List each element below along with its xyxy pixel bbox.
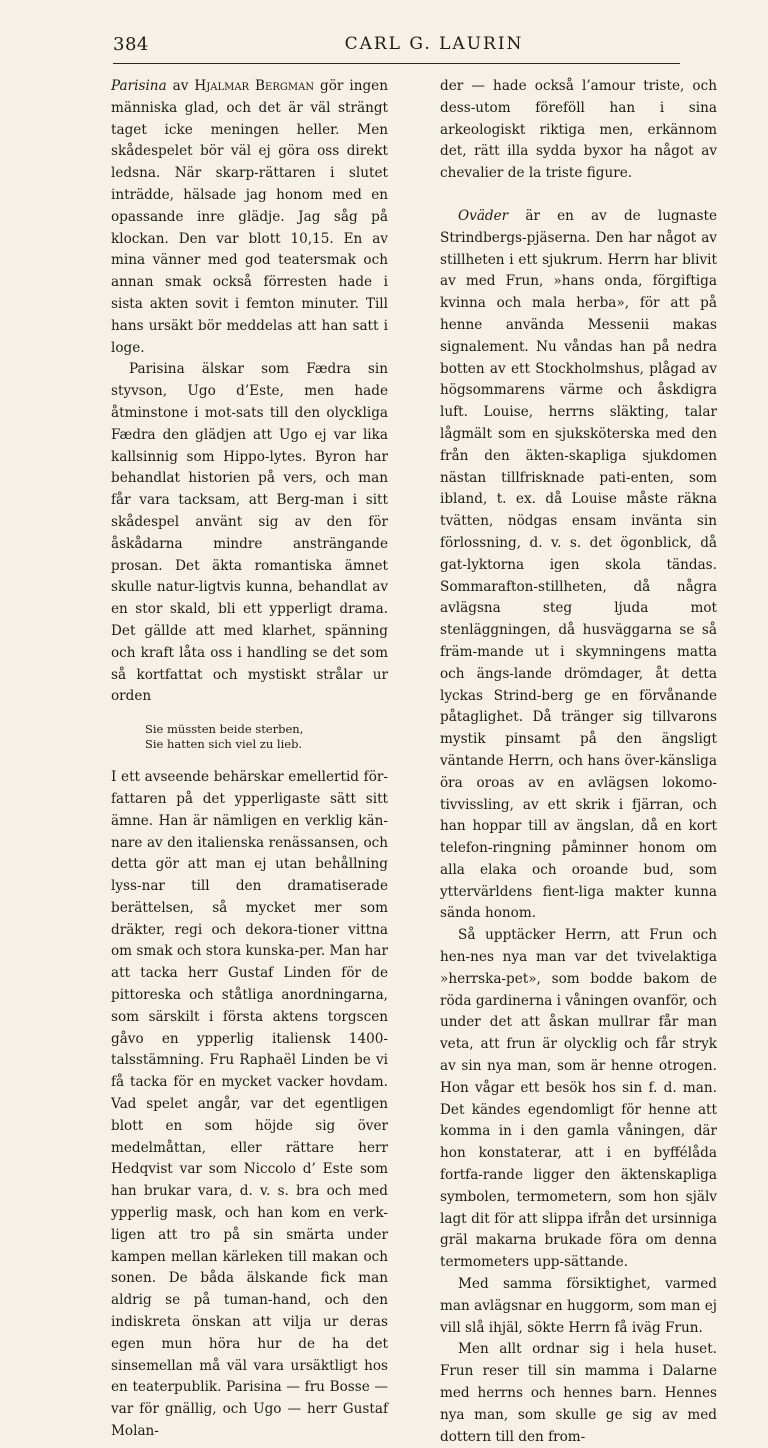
play-title-ovader: Oväder (458, 207, 509, 224)
paragraph-ovader-intro (440, 206, 717, 925)
left-column (111, 76, 388, 1443)
author-name: Hjalmar Bergman (194, 78, 315, 94)
paragraph-parisina-staging: I ett avseende behärskar emellertid för-fattaren på det ypperligaste sätt sitt ämne. Han är nämligen en verklig kän-nare av den italienska renässansen, och detta gör att man ej utan behållning lyss-nar till den dramatiserade berättelsen, så mycket mer som dräkter, regi och dekora-tioner vittna om smak och stora kunska-per. Man har att tacka herr Gustaf Linden för de pittoreska och ståtliga anordningarna, som särskilt i första aktens torgscen gåvo en ypperlig italiensk 1400-talsstämning. Fru Raphaël Linden be vi få tacka för en mycket vacker hovdam. Vad spelet angår, var det egentligen blott en som höjde sig över medelmåttan, eller rättare herr Hedqvist var som Niccolo d’ Este som han brukar vara, d. v. s. bra och med ypperlig mask, och han kom en verk-ligen att tro på sin smärta under kampen mellan kärleken till makan och sonen. De båda älskande fick man aldrig se på tuman-hand, och den indiskreta önskan att vilja ur deras egen mun höra hur de ha det sinsemellan må väl vara ursäktligt hos en teaterpublik. Parisina — fru Bosse — var för gnällig, och Ugo — herr Gustaf Molan- (111, 769, 388, 1440)
verse-quote (145, 722, 388, 752)
running-head: CARL G. LAURIN (344, 34, 524, 54)
quote-line: Sie hatten sich viel zu lieb. (145, 737, 303, 752)
paragraph-parisina-intro (111, 76, 388, 359)
page-number: 384 (113, 34, 149, 55)
play-title-parisina: Parisina (111, 78, 167, 94)
paragraph-parisina-end: der — hade också l’amour triste, och dess-utom föreföll han i sina arkeologiskt riktiga men, erkännom det, rätt illa sydda byxor ha något av chevalier de la triste figure. (440, 78, 717, 182)
paragraph-ovader-frun: Så upptäcker Herrn, att Frun och hen-nes nya man var det tvivelaktiga »herrska-pet», som bodde bakom de röda gardinerna i våningen ovanför, och under det att åskan mullrar får man veta, att frun är olycklig och får stryk av sin nya man, som är henne otrogen. Hon vågar ett besök hos sin f. d. man. Det kändes egendomligt för henne att komma in i den gamla våningen, där hon konstaterar, att i en byffélåda fortfa-rande ligger den äktenskapliga symbolen, termometern, som hon själv lagt dit för att slippa ifrån det ursinniga gräl makarna brukade föra om denna termometers upp-sättande. (440, 927, 717, 1271)
right-column (440, 76, 717, 1448)
header-rule (113, 63, 680, 64)
quote-line: Sie müssten beide sterben, (145, 722, 304, 737)
paragraph-ovader-resolution: Men allt ordnar sig i hela huset. Frun reser till sin mamma i Dalarne med herrns och hennes barn. Hennes nya man, som skulle ge sig av med dottern till den from- (440, 1341, 717, 1445)
paragraph-ovader-caution: Med samma försiktighet, varmed man avlägsnar en huggorm, som man ej vill slå ihjäl, sökte Herrn få iväg Frun. (440, 1276, 717, 1336)
paragraph-text: av (166, 78, 195, 94)
paragraph-parisina-plot: Parisina älskar som Fædra sin styvson, Ugo d’Este, men hade åtminstone i mot-sats till den olyckliga Fædra den glädjen att Ugo ej var lika kallsinnig som Hippo-lytes. Byron har behandlat historien på vers, och man får vara tacksam, att Berg-man i sitt skådespel använt sig av den för åskådarna mindre ansträngande prosan. Det äkta romantiska ämnet skulle natur-ligtvis kunna, behandlat av en stor skald, bli ett ypperligt drama. Det gällde att med klarhet, spänning och kraft låta oss i handling se det som så kortfattat och mystiskt strålar ur orden (111, 361, 388, 705)
paragraph-text: är en av de lugnaste Strindbergs-pjäserna. Den har något av stillheten i ett sjukrum. Herrn har blivit av med Frun, »hans onda, förgiftiga kvinna och mala herba», för att på henne använda Messenii makas signalement. Nu våndas han på nedra botten av ett Stockholmshus, plågad av högsommarens värme och åskdigra luft. Louise, herrns släkting, talar lågmält som en sjuksköterska med den från den äkten-skapliga sjukdomen nästan tillfrisknade pati-enten, som ibland, t. ex. då Louise måste räkna tvätten, nödgas ensam invänta sin förlossning, d. v. s. det ögonblick, då gat-lyktorna igen skola tändas. Sommarafton-stillheten, då några avlägsna steg ljuda mot stenläggningen, då husväggarna se så främ-mande ut i skymningens matta och ängs-lande drömdager, åt detta lyckas Strind-berg ge en förvånande påtaglighet. Då tränger sig tillvarons mystik pinsamt på den ängsligt väntande Herrn, och hans över-känsliga öra oroas av en avlägsen lokomo-tivvissling, av ett skrik i fjärran, och han hoppar till av ängslan, då en kort telefon-ringning påminner honom om alla elaka och oroande bud, som yttervärldens fient-liga makter kunna sända honom. (440, 207, 717, 922)
paragraph-text: gör ingen människa glad, och det är väl strängt taget icke meningen heller. Men skådespelet bör väl ej göra oss direkt ledsna. När skarp-rättaren i slutet inträdde, hälsade jag honom med en opassande inre glädje. Jag såg på klockan. Den var blott 10,15. En av mina vänner med god teatersmak och annan smak också förresten hade i sista akten sovit i femton minuter. Till hans ursäkt bör meddelas att han satt i loge. (111, 78, 388, 356)
